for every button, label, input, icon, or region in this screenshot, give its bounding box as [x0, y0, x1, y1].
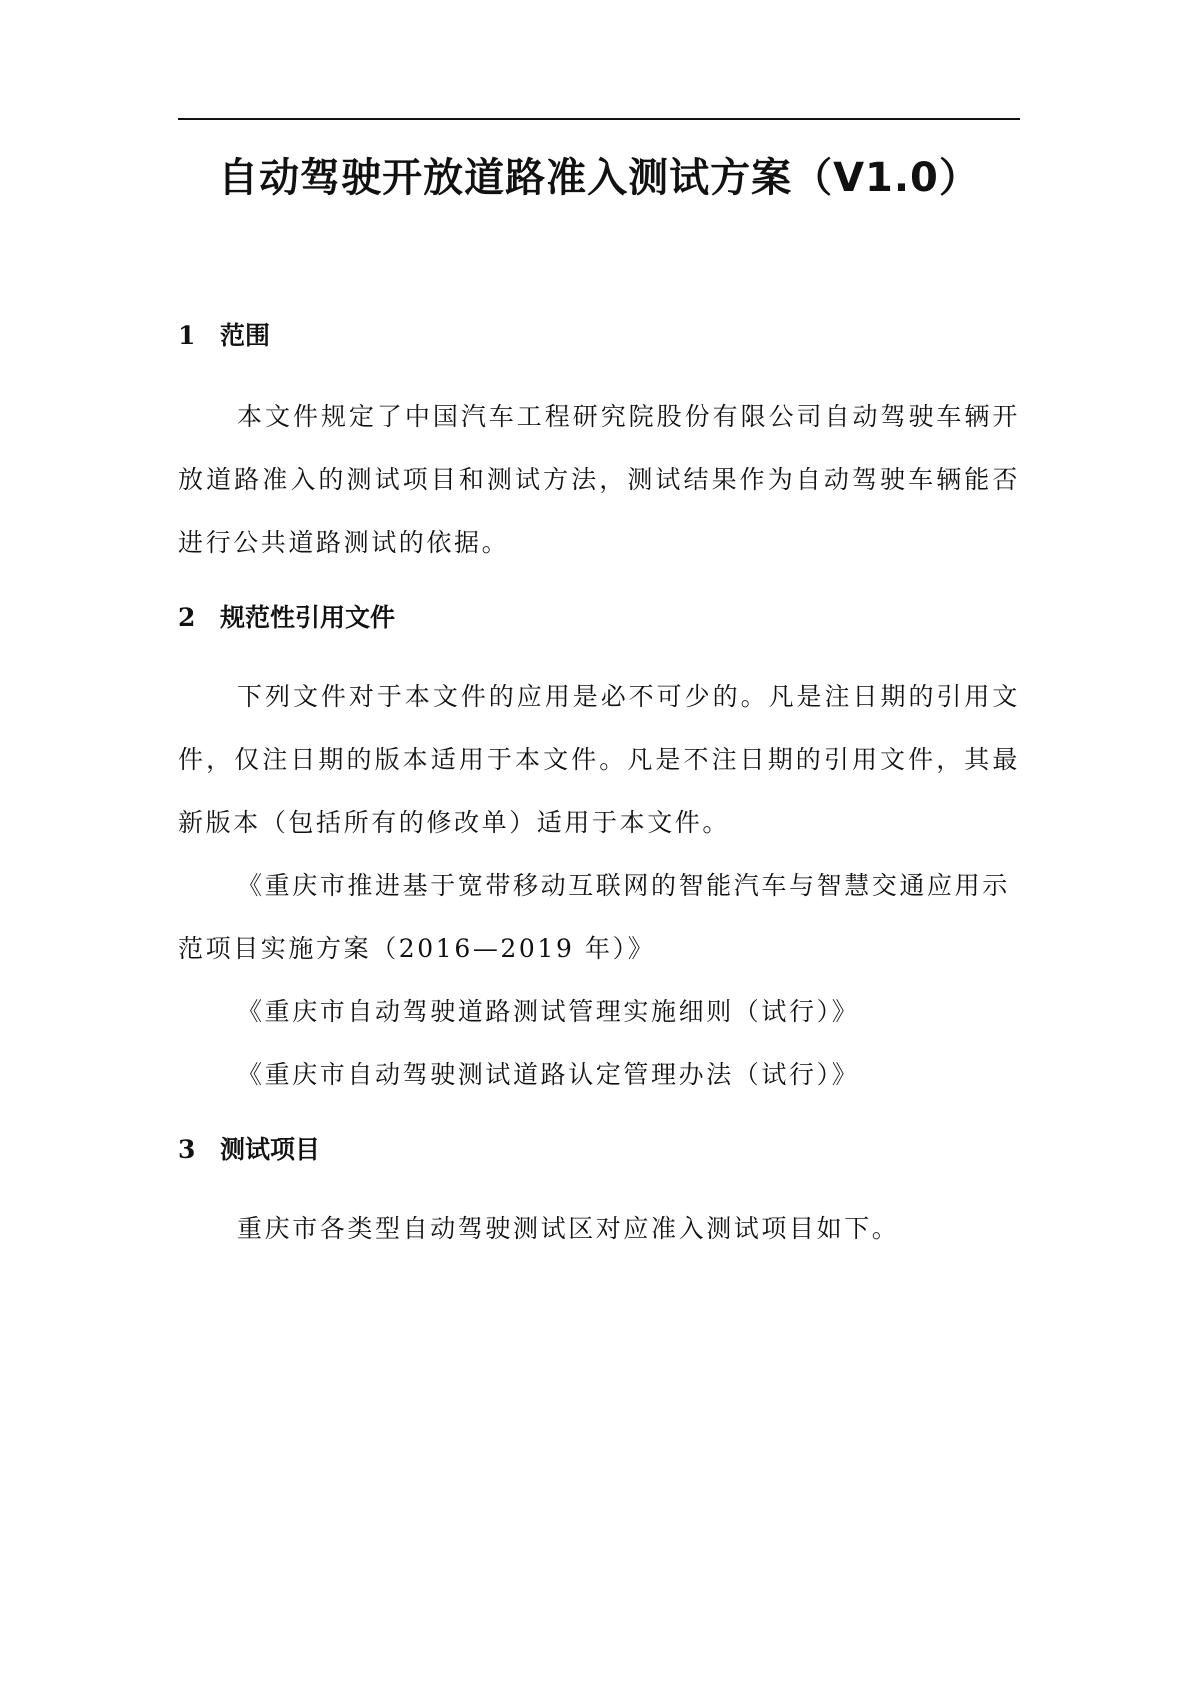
section-heading-test-items: [178, 1132, 320, 1168]
header-rule: [178, 118, 1020, 120]
section-heading-normative-references: [178, 600, 395, 636]
section-number: 3: [178, 1135, 196, 1164]
reference-item: 《重庆市自动驾驶测试道路认定管理办法（试行）》: [237, 1060, 860, 1089]
references-intro-paragraph: 下列文件对于本文件的应用是必不可少的。凡是注日期的引用文件，仅注日期的版本适用于本文件。凡是不注日期的引用文件，其最新版本（包括所有的修改单）适用于本文件。: [178, 682, 1020, 837]
section-heading-scope: [178, 318, 270, 354]
section-number: 1: [178, 321, 196, 350]
reference-item: 《重庆市推进基于宽带移动互联网的智能汽车与智慧交通应用示范项目实施方案（2016—2019 年）》: [178, 871, 1010, 963]
section-number: 2: [178, 603, 196, 632]
scope-paragraph: 本文件规定了中国汽车工程研究院股份有限公司自动驾驶车辆开放道路准入的测试项目和测试方法，测试结果作为自动驾驶车辆能否进行公共道路测试的依据。: [178, 402, 1020, 557]
reference-item: 《重庆市自动驾驶道路测试管理实施细则（试行）》: [237, 997, 860, 1026]
section-title: 测试项目: [220, 1135, 321, 1164]
section-title: 规范性引用文件: [220, 603, 396, 632]
document-title: 自动驾驶开放道路准入测试方案（V1.0）: [218, 155, 980, 201]
test-items-paragraph: 重庆市各类型自动驾驶测试区对应准入测试项目如下。: [237, 1214, 900, 1243]
section-title: 范围: [220, 321, 271, 350]
